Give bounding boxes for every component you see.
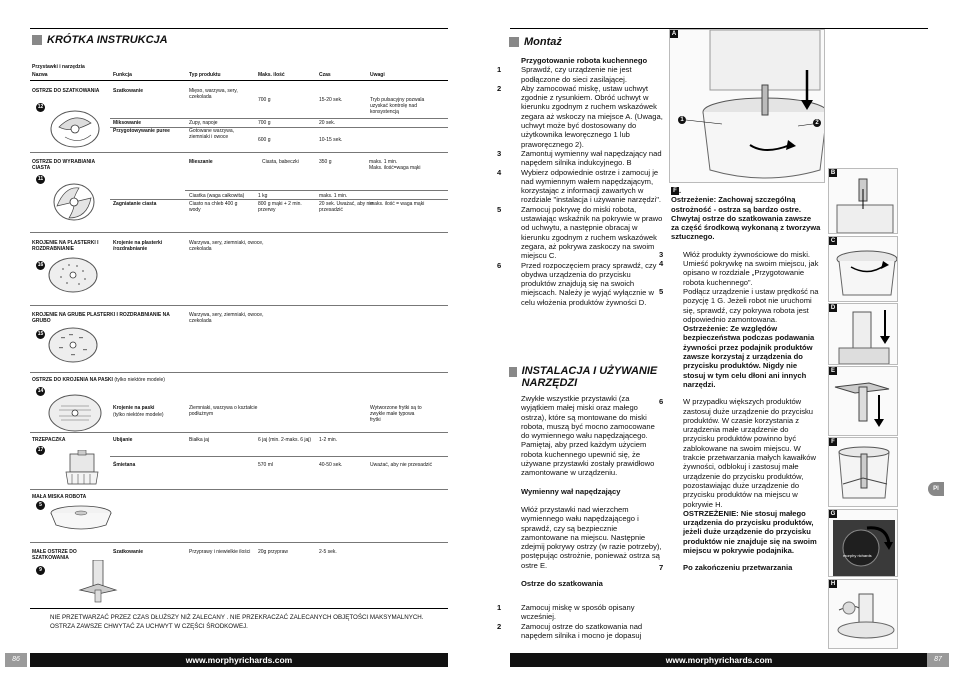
table-row-name: OSTRZE DO KROJENIA NA PASKI (tylko niektóre modele) <box>32 377 165 383</box>
page-number: 86 <box>5 653 27 667</box>
table-caption: Przystawki i narzędzia <box>32 64 85 70</box>
photo-a-bowl-assembly: A 1 2 <box>669 29 825 183</box>
language-tab-pl[interactable]: Pl <box>928 482 944 496</box>
subheading-chopping-blade: Ostrze do szatkowania <box>521 579 603 589</box>
bowl-assembly-drawing <box>670 30 825 183</box>
warning-note: NIE PRZETWARZAĆ PRZEZ CZAS DŁUŻSZY NIŻ ZALECANY . NIE PRZEKRACZAĆ ZALECANYCH OBJĘTOŚCI MAKSYMALNYCH. OSTRZA ZAWSZE CHWYTAĆ ZA UCHWYT W CZĘŚCI ŚRODKOWEJ. <box>50 614 424 630</box>
table-row-time: 20 sek. Uważać, aby nie przesadzić <box>319 201 374 214</box>
table-row-product: Warzywa, sery, ziemniaki, owoce, czekolada <box>189 240 264 253</box>
installation-text <box>521 394 663 588</box>
footer-url[interactable]: www.morphyrichards.com <box>30 653 448 667</box>
photo-d-pushers: D <box>828 303 898 365</box>
table-row-function: Miksowanie <box>113 120 142 126</box>
table-row-product: Ciastka (waga całkowita) <box>189 193 245 199</box>
installation-paragraph-2: Włóż przystawki nad wierzchem wymiennego wału napędzającego i sprawdź, czy są bezpiecznie zamontowane na miejscu. Następnie zdejmij pokrywy ostrzy (w razie potrzeby), postępując ostrożnie, ponieważ ostrza są ostre E. <box>521 504 662 570</box>
table-row-function: Szatkowanie <box>113 88 144 94</box>
chopping-steps <box>497 603 664 640</box>
right-page <box>477 0 954 677</box>
step-2: 2 Aby zamocować miskę, ustaw uchwyt zgodnie z rysunkiem. Obróć uchwyt w kierunku zgodnym z ruchem wskazówek zegara aż wskoczy na miejsce A. (Uwaga, uchwyt może być dostosowany do użytkownika leworęcznego 1 lub praworęcznego 2). <box>497 83 663 149</box>
table-row-function: Krojenie na plasterki /rozdrabnianie <box>113 240 163 253</box>
step-5: 5 Zamocuj pokrywę do miski robota, ustawiając wskaźnik na pokrywie w prawo od uchwytu, a następnie obracaj w kierunku zgodnym z ruchem wskazówek zegara, aż pokrywa zaskoczy na swoim miejscu C. <box>497 204 663 261</box>
table-row-notes: Tryb pulsacyjny pozwala uzyskać kontrolę nad konsystencją <box>370 97 425 116</box>
callout-1: 1 <box>678 116 686 124</box>
footer-url[interactable]: www.morphyrichards.com <box>510 653 928 667</box>
table-row-name: KROJENIE NA PLASTERKI I ROZDRABNIANIE <box>32 240 99 253</box>
header-notes: Uwagi <box>370 72 385 78</box>
table-row-time: 40-50 sek. <box>319 462 343 468</box>
column-2 <box>659 186 821 573</box>
page-number: 87 <box>927 653 949 667</box>
table-row-function: Krojenie na paski <box>113 405 155 411</box>
step2-5: 5 Podłącz urządzenie i ustaw prędkość na pozycję 1 G. Jeżeli robot nie uruchomi się, sprawdź, czy pokrywa robota jest odpowiednio zamontowana. <box>659 286 819 324</box>
table-row-qty: 800 g mąki + 2 min. przerwy <box>258 201 302 214</box>
table-row-qty: 570 ml <box>258 462 274 468</box>
table-row-name: TRZEPACZKA <box>32 437 66 443</box>
warning-1: Ostrzeżenie: Zachowaj szczególną ostrożność - ostrza są bardzo ostre. Chwytaj ostrze do szatkowania zawsze za część środkową wykonaną z tworzywa sztucznego. <box>671 195 821 242</box>
badge-14: 14 <box>37 388 44 394</box>
step-3: 3 Zamontuj wymienny wał napędzający nad napędem silnika indukcyjnego. B <box>497 148 662 168</box>
warning-2: Ostrzeżenie: Ze względów bezpieczeństwa podczas podawania żywności przez podajnik produktów zawsze korzystaj z urządzenia do przycisku produktów. Nigdy nie stosuj w tym celu dłoni ani innych narzędzi. <box>683 324 815 389</box>
table-row-product: Gotowane warzywa, ziemniaki i owoce <box>189 128 235 141</box>
chipping-disc-illustration <box>47 392 103 434</box>
table-row-time: 10-15 sek. <box>319 137 343 143</box>
badge-17: 17 <box>37 447 44 453</box>
heading-square-icon <box>509 367 517 377</box>
table-row-name: KROJENIE NA GRUBE PLASTERKI I ROZDRABNIANIE NA GRUBO <box>32 312 170 325</box>
badge-9: 9 <box>36 566 45 575</box>
section-heading-assembly: Montaż <box>509 36 562 48</box>
table-row-qty: 1 kg <box>258 193 268 199</box>
header-time: Czas <box>319 72 331 78</box>
table-row-time: maks. 1 min. <box>319 193 348 199</box>
table-row-name: OSTRZE DO WYRABIANIA CIASTA <box>32 159 95 172</box>
chop-step-2: 2 Zamocuj ostrze do szatkowania nad napędem silnika i mocno je dopasuj <box>497 621 643 640</box>
table-row-function: Śmietana <box>113 462 136 468</box>
step2-4: 4 Umieść pokrywkę na swoim miejscu, jak opisano w rozdziale „Przygotowanie robota kuchennego”. <box>659 259 819 287</box>
subheading-preparation: Przygotowanie robota kuchennego <box>521 56 648 65</box>
header-product: Typ produktu <box>189 72 221 78</box>
table-row-notes: maks. ilość = waga mąki <box>370 201 425 207</box>
photo-b-drive-shaft: B <box>828 168 898 234</box>
table-row-function-note: (tylko niektóre modele) <box>113 412 164 418</box>
badge-16: 16 <box>37 262 44 268</box>
table-row-function: Ubijanie <box>113 437 133 443</box>
table-row-function: Zagniatanie ciasta <box>113 201 157 207</box>
step-4: 4 Wybierz odpowiednie ostrze i zamocuj je nad wymiennym wałem napędzającym, korzystając z informacji zawartych w rozdziale "instalacja i używanie narzędzi". <box>497 167 662 205</box>
chopping-blade-illustration <box>45 105 105 153</box>
table-row-function: Mieszanie <box>189 159 213 165</box>
warning-3: OSTRZEŻENIE: Nie stosuj małego urządzenia do przycisku produktów, jeżeli duże urządzenie do przycisku produktów nie znajduje się na swoim miejscu w pokrywie podajnika. <box>683 508 817 555</box>
badge-11: 11 <box>37 176 44 182</box>
table-row-notes: Maks. ilość=waga mąki <box>369 165 421 171</box>
column-1 <box>497 56 664 307</box>
table-row-time: 1-2 min. <box>319 437 338 443</box>
step-6: 6 Przed rozpoczęciem pracy sprawdź, czy obydwa urządzenia do przycisku produktów znajdują się na swoich miejscach. Należy je wyjąć wyłącznie w celu włożenia produktów żywności D. <box>497 260 657 307</box>
installation-paragraph-1: Zwykłe wszystkie przystawki (za wyjątkiem małej miski oraz małego ostrza), które są montowane do miski robota, muszą być mocno zamocowane do wymiennego wału napędzającego. Pamiętaj, aby przed każdym użyciem robota kuchennego upewnić się, że używane przystawki zostały prawidłowo zamontowane w urządzeniu. <box>521 394 655 478</box>
dough-blade-illustration <box>45 178 103 230</box>
photo-f-bowl: F <box>828 437 898 507</box>
table-row-qty: 600 g <box>258 137 271 143</box>
header-name: Nazwa <box>32 72 48 78</box>
badge-5: 5 <box>36 501 45 510</box>
photo-c-lid: C <box>828 236 898 302</box>
table-row-product: Warzywa, sery, ziemniaki, owoce, czekolada <box>189 312 264 325</box>
table-row-time: 2-5 sek. <box>319 549 337 555</box>
table-row-qty: 350 g <box>319 159 332 165</box>
table-row-time: 20 sek. <box>319 120 336 126</box>
table-row-name: MAŁA MISKA ROBOTA <box>32 494 87 500</box>
brand-logo-text: morphy richards <box>843 553 872 558</box>
callout-2: 2 <box>813 119 821 127</box>
heading-square-icon <box>509 37 519 47</box>
table-row-name: OSTRZE DO SZATKOWANIA <box>32 88 100 94</box>
table-row-product: Przyprawy i niewielkie ilości <box>189 549 251 555</box>
table-row-qty: 700 g <box>258 97 271 103</box>
table-row-notes: Uważać, aby nie przesadzić <box>370 462 432 468</box>
table-row-product: Mięso, warzywa, sery, czekolada <box>189 88 238 101</box>
ref-f: F . <box>671 186 821 195</box>
table-row-qty: 700 g <box>258 120 271 126</box>
table-row-product: Ciasto na chleb 400 g wody <box>189 201 238 214</box>
photo-g-speed-dial: G morphy richards <box>828 509 898 577</box>
table-row-product: Zupy, napoje <box>189 120 218 126</box>
photo-e-blade-cover: E <box>828 366 898 436</box>
step2-3: 3 Włóż produkty żywnościowe do miski. <box>659 249 811 259</box>
table-row-function: Szatkowanie <box>113 549 144 555</box>
section-heading-quick-guide: KRÓTKA INSTRUKCJA <box>32 34 168 46</box>
heading-square-icon <box>32 35 42 45</box>
table-row-product: Białka jaj <box>189 437 210 443</box>
table-row-product: Ciasta, babeczki <box>262 159 299 165</box>
coarse-slicing-disc-illustration <box>47 325 99 365</box>
slicing-disc-illustration <box>47 255 99 295</box>
step2-6: 6 W przypadku większych produktów zastosuj duże urządzenie do przycisku produktów. W czasie korzystania z urządzenia małe urządzenie do przycisku produktów powinno być zablokowane na swoim miejscu. W trakcie przetwarzania małych kawałków żywności, odblokuj i zastosuj małe urządzenie do przycisku produktów, pozostawiając duże urządzenie do przycisku produktów na miejscu w pokrywie H. <box>659 397 816 509</box>
table-row-time: 15-20 sek. <box>319 97 343 103</box>
step-1: 1 Sprawdź, czy urządzenie nie jest podłączone do sieci zasilającej. <box>497 65 632 84</box>
small-bowl-illustration <box>48 503 114 533</box>
mini-blade-illustration <box>78 560 118 604</box>
table-row-time: maks. 1 min. <box>369 159 398 165</box>
table-row-notes: Wytworzone frytki są to zwykle małe typowa frytki <box>370 405 422 424</box>
table-row-qty: 20g przypraw <box>258 549 289 555</box>
badge-15: 15 <box>37 331 44 337</box>
badge-12: 12 <box>37 104 44 110</box>
table-row-product: Ziemniaki, warzywa o kształcie podłużnym <box>189 405 258 418</box>
section-heading-installation: INSTALACJA I UŻYWANIE NARZĘDZI <box>509 365 669 389</box>
header-function: Funkcja <box>113 72 132 78</box>
subheading-drive-shaft: Wymienny wał napędzający <box>521 486 621 496</box>
chop-step-1: 1 Zamocuj miskę w sposób opisany wcześniej. <box>497 603 635 622</box>
photo-h-small-pusher: H <box>828 579 898 649</box>
whisk-illustration <box>60 450 108 490</box>
top-rule <box>30 28 448 29</box>
table-row-qty: 6 jaj (min. 2-maks. 6 jaj) <box>258 437 312 443</box>
table-row-name: MAŁE OSTRZE DO SZATKOWANIA <box>32 549 77 562</box>
step2-7: 7 Po zakończeniu przetwarzania <box>659 563 793 573</box>
header-qty: Maks. ilość <box>258 72 285 78</box>
table-row-function: Przygotowywanie puree <box>113 128 170 134</box>
